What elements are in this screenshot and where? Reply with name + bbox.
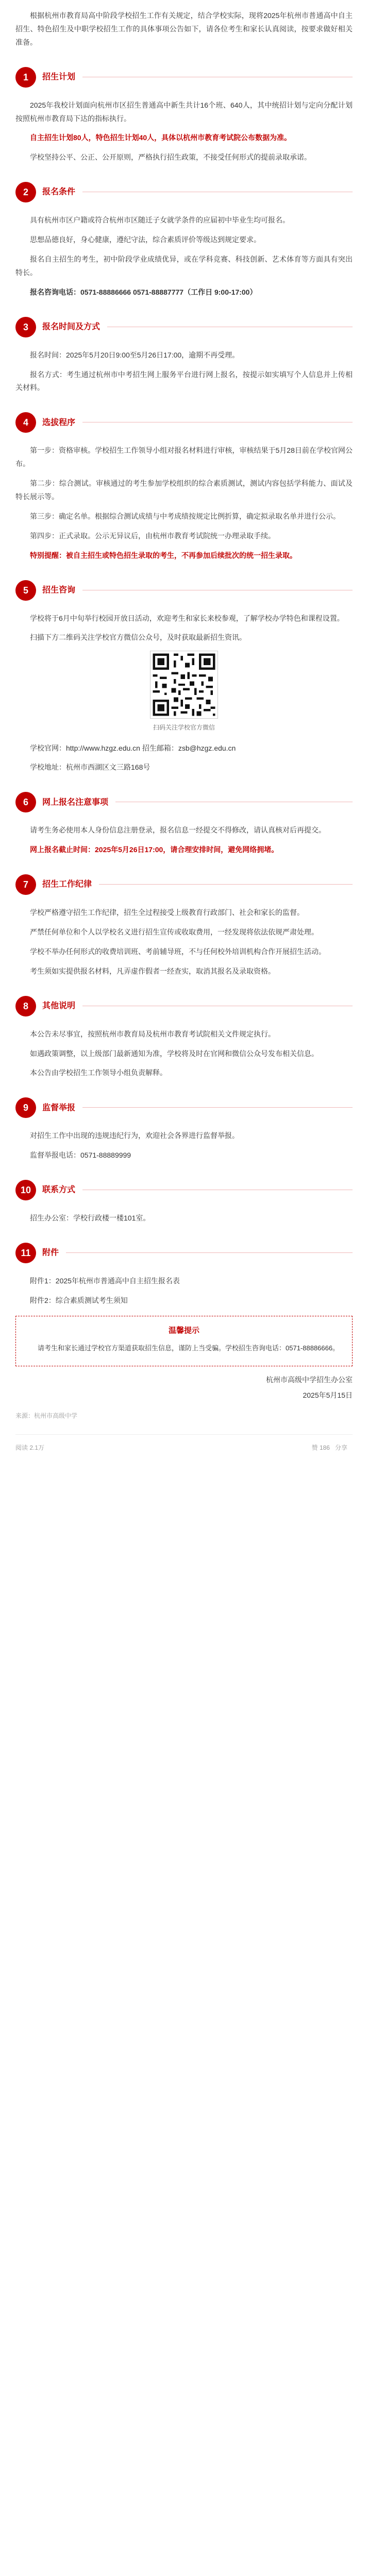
paragraph: 报名自主招生的考生，初中阶段学业成绩优异，或在学科竞赛、科技创新、艺术体育等方面具有突出特长。 [15, 255, 353, 277]
notice-title: 温馨提示 [168, 1326, 199, 1335]
signature-org: 杭州市高级中学招生办公室 [266, 1375, 353, 1384]
section-number: 1 [15, 67, 36, 88]
web-paragraph: 学校官网：http://www.hzgz.edu.cn 招生邮箱：zsb@hzgz.edu.cn [30, 743, 236, 752]
paragraph: 学校坚持公平、公正、公开原则，严格执行招生政策，不接受任何形式的提前录取承诺。 [30, 153, 311, 162]
paragraph: 具有杭州市区户籍或符合杭州市区随迁子女就学条件的应届初中毕业生均可报名。 [30, 216, 290, 225]
notice-paragraph: 请考生和家长通过学校官方渠道获取招生信息，谨防上当受骗。学校招生咨询电话：0571-88886666。 [38, 1344, 340, 1352]
section-number: 10 [15, 1180, 36, 1200]
signature-date: 2025年5月15日 [303, 1391, 353, 1399]
paragraph: 招生办公室：学校行政楼一楼101室。 [30, 1214, 150, 1223]
section-title: 报名时间及方式 [42, 322, 101, 331]
paragraph: 报名时间：2025年5月20日9:00至5月26日17:00，逾期不再受理。 [30, 350, 240, 359]
section-header-11 [15, 1242, 353, 1264]
highlight-paragraph: 特别提醒：被自主招生或特色招生录取的考生，不再参加后续批次的统一招生录取。 [30, 551, 297, 560]
section-number: 3 [15, 317, 36, 337]
highlight-paragraph: 网上报名截止时间：2025年5月26日17:00，请合理安排时间，避免网络拥堵。 [30, 845, 279, 854]
section-title: 报名条件 [42, 188, 76, 197]
section-header-4 [15, 411, 353, 434]
paragraph: 报名方式：考生通过杭州市中考招生网上服务平台进行网上报名，按提示如实填写个人信息并上传相关材料。 [15, 370, 353, 392]
section-header-8 [15, 995, 353, 1018]
highlight-paragraph: 自主招生计划80人，特色招生计划40人，具体以杭州市教育考试院公布数据为准。 [30, 133, 292, 142]
section-title: 监督举报 [42, 1103, 76, 1112]
section-number: 2 [15, 182, 36, 202]
section-number: 9 [15, 1097, 36, 1118]
section-header-5 [15, 579, 353, 602]
read-count: 阅读 2.1万 [15, 1444, 45, 1451]
section-title: 招生计划 [42, 72, 76, 81]
paragraph: 思想品德良好，身心健康，遵纪守法，综合素质评价等级达到规定要求。 [30, 235, 261, 244]
section-title: 联系方式 [42, 1185, 76, 1195]
attachment-link[interactable]: 附件1：2025年杭州市普通高中自主招生报名表 [30, 1277, 180, 1285]
section-title: 网上报名注意事项 [42, 798, 109, 807]
section-number: 4 [15, 412, 36, 433]
paragraph: 扫描下方二维码关注学校官方微信公众号，及时获取最新招生资讯。 [30, 633, 246, 642]
section-header-2 [15, 181, 353, 204]
paragraph: 本公告由学校招生工作领导小组负责解释。 [30, 1069, 167, 1077]
paragraph: 请考生务必使用本人身份信息注册登录，报名信息一经提交不得修改，请认真核对后再提交。 [30, 826, 326, 835]
paragraph: 如遇政策调整，以上级部门最新通知为准，学校将及时在官网和微信公众号发布相关信息。 [30, 1049, 319, 1058]
section-number: 11 [15, 1243, 36, 1263]
section-header-7 [15, 873, 353, 896]
address-paragraph: 学校地址：杭州市西湖区文三路168号 [30, 763, 150, 772]
section-number: 5 [15, 580, 36, 601]
section-header-10 [15, 1179, 353, 1201]
paragraph: 第三步：确定名单。根据综合测试成绩与中考成绩按规定比例折算，确定拟录取名单并进行公示。 [30, 512, 340, 520]
notice-box [15, 1316, 353, 1366]
paragraph: 2025年我校计划面向杭州市区招生普通高中新生共计16个班、640人，其中统招计划与定向分配计划按照杭州市教育局下达的指标执行。 [15, 100, 353, 123]
share-button[interactable]: 分享 [334, 1444, 347, 1451]
paragraph: 第二步：综合测试。审核通过的考生参加学校组织的综合素质测试，测试内容包括学科能力、面试及特长展示等。 [15, 479, 353, 501]
section-number: 8 [15, 996, 36, 1016]
section-title: 选拔程序 [42, 418, 76, 427]
paragraph: 对招生工作中出现的违规违纪行为，欢迎社会各界进行监督举报。 [30, 1131, 239, 1140]
section-header-1 [15, 66, 353, 89]
contact-paragraph: 报名咨询电话：0571-88886666 0571-88887777（工作日 9:00-17:00） [30, 287, 257, 296]
qr-code-icon[interactable] [150, 651, 218, 719]
section-title: 附件 [42, 1248, 59, 1258]
paragraph: 本公告未尽事宜，按照杭州市教育局及杭州市教育考试院相关文件规定执行。 [30, 1029, 275, 1038]
section-number: 7 [15, 874, 36, 895]
paragraph: 监督举报电话：0571-88889999 [30, 1151, 131, 1160]
paragraph: 严禁任何单位和个人以学校名义进行招生宣传或收取费用，一经发现将依法依规严肃处理。 [30, 928, 319, 937]
attachment-link[interactable]: 附件2：综合素质测试考生须知 [30, 1296, 128, 1304]
like-button[interactable]: 赞 186 [311, 1444, 330, 1451]
section-title: 招生咨询 [42, 585, 76, 595]
footer-divider [15, 1434, 353, 1435]
section-title: 其他说明 [42, 1001, 76, 1010]
paragraph: 学校不举办任何形式的收费培训班、考前辅导班，不与任何校外培训机构合作开展招生活动。 [30, 947, 326, 956]
intro-paragraph: 根据杭州市教育局高中阶段学校招生工作有关规定，结合学校实际，现将2025年杭州市普通高中自主招生、特色招生及中职学校招生工作的具体事项公告如下，请各位考生和家长认真阅读，按要求做好相关准备。 [15, 11, 353, 46]
section-number: 6 [15, 792, 36, 812]
paragraph: 第四步：正式录取。公示无异议后，由杭州市教育考试院统一办理录取手续。 [30, 531, 275, 540]
paragraph: 考生须如实提供报名材料，凡弄虚作假者一经查实，取消其报名及录取资格。 [30, 967, 275, 975]
section-header-6 [15, 791, 353, 814]
qr-caption: 扫码关注学校官方微信 [153, 724, 215, 732]
section-title: 招生工作纪律 [42, 880, 92, 889]
paragraph: 第一步：资格审核。学校招生工作领导小组对报名材料进行审核，审核结果于5月28日前在学校官网公布。 [15, 446, 353, 468]
source-text: 来源：杭州市高级中学 [15, 1412, 78, 1420]
section-header-3 [15, 316, 353, 338]
paragraph: 学校严格遵守招生工作纪律，招生全过程接受上级教育行政部门、社会和家长的监督。 [30, 908, 304, 917]
article-footer [15, 1442, 353, 1453]
section-header-9 [15, 1096, 353, 1119]
paragraph: 学校将于6月中旬举行校园开放日活动，欢迎考生和家长来校参观，了解学校办学特色和课程设置。 [30, 614, 344, 622]
qr-code-block [15, 651, 353, 733]
